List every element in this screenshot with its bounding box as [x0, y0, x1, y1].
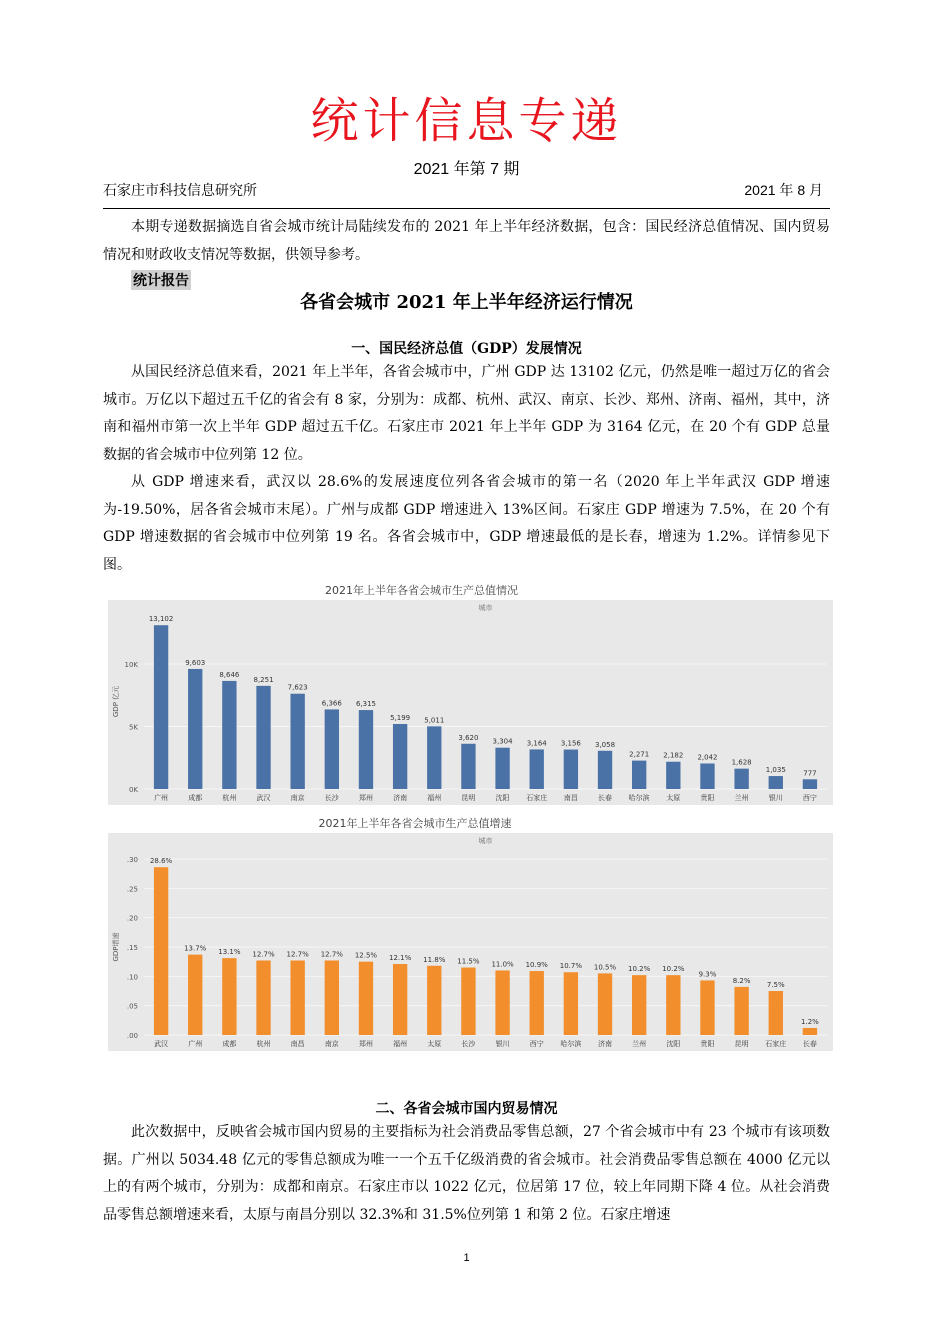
x-tick-label: 贵阳 [700, 1040, 715, 1048]
x-tick-label: 广州 [154, 794, 169, 802]
data-label: 3,620 [458, 733, 479, 742]
bar [803, 1028, 817, 1035]
data-label: 9,603 [185, 658, 206, 667]
data-label: 2,182 [663, 751, 684, 760]
bar [154, 867, 168, 1035]
x-tick-label: 南昌 [563, 794, 578, 802]
y-tick-label: .20 [126, 914, 138, 923]
gdp-growth-chart [108, 833, 833, 1051]
data-label: 7.5% [766, 981, 785, 989]
data-label: 12.7% [252, 950, 275, 959]
bar [803, 779, 817, 789]
x-tick-label: 长春 [802, 1040, 817, 1048]
x-tick-label: 郑州 [358, 794, 373, 802]
data-label: 1.2% [801, 1017, 819, 1026]
bar [291, 960, 305, 1035]
bar [393, 964, 407, 1035]
bar [564, 750, 578, 789]
x-tick-label: 银川 [768, 794, 783, 802]
x-tick-label: 长沙 [324, 794, 339, 802]
x-tick-label: 长春 [598, 794, 613, 802]
data-label: 11.5% [457, 957, 480, 966]
bar [734, 987, 748, 1035]
x-tick-label: 福州 [393, 1040, 408, 1048]
y-axis-label: GDP 亿元 [112, 685, 120, 718]
data-label: 12.7% [320, 950, 343, 959]
x-tick-label: 哈尔滨 [628, 794, 650, 802]
x-tick-label: 兰州 [632, 1040, 647, 1048]
data-label: 13.7% [184, 944, 207, 953]
data-label: 1,628 [731, 758, 752, 767]
x-tick-label: 太原 [427, 1040, 442, 1048]
bar [632, 761, 646, 789]
data-label: 11.8% [423, 955, 446, 964]
y-tick-label: .15 [126, 944, 138, 952]
issue-number: 2021 年第 7 期 [413, 161, 520, 178]
section1-paragraph-1: 从国民经济总值来看，2021 年上半年，各省会城市中，广州 GDP 达 13102 亿元，仍然是唯一超过万亿的省会城市。万亿以下超过五千亿的省会有 8 家，分别为：成都、杭州、武汉、南京、长沙、郑州、济南、福州，其中，济南和福州市第一次上半年 GDP 超过五千亿。石家庄市 2021 年上半年 GDP 为 3164 亿元，在 20 个有 GDP 总量数据的省会城市中位列第 12 位。 [103, 364, 830, 463]
x-tick-label: 济南 [393, 794, 408, 802]
bar [461, 744, 475, 789]
x-tick-label: 石家庄 [526, 794, 548, 802]
bar [188, 955, 202, 1035]
gdp-chart [108, 600, 833, 805]
data-label: 10.2% [662, 965, 685, 974]
bar [325, 709, 339, 789]
x-tick-label: 西宁 [529, 1040, 544, 1048]
data-label: 13,102 [148, 615, 174, 624]
y-tick-label: 5K [128, 723, 138, 732]
x-tick-label: 成都 [222, 1040, 237, 1048]
x-tick-label: 福州 [427, 794, 442, 802]
section2-heading: 二、各省会城市国内贸易情况 [375, 1101, 558, 1117]
y-axis-label: GDP增速 [112, 932, 120, 962]
data-label: 2,042 [697, 753, 718, 762]
chart1-title: 2021年上半年各省会城市生产总值情况 [325, 584, 518, 597]
intro-paragraph: 本期专递数据摘选自省会城市统计局陆续发布的 2021 年上半年经济数据，包含：国民经济总值情况、国内贸易情况和财政收支情况等数据，供领导参考。 [103, 219, 830, 263]
data-label: 10.9% [525, 961, 548, 970]
data-label: 13.1% [218, 948, 241, 957]
publisher-name: 石家庄市科技信息研究所 [103, 183, 257, 199]
x-tick-label: 太原 [666, 794, 681, 802]
data-label: 777 [803, 769, 817, 778]
y-tick-label: .10 [126, 973, 138, 982]
publication-title: 统计信息专递 [310, 93, 623, 149]
data-label: 7,623 [287, 683, 308, 692]
section2-paragraph-1: 此次数据中，反映省会城市国内贸易的主要指标为社会消费品零售总额，27 个省会城市中有 23 个城市有该项数据。广州以 5034.48 亿元的零售总额成为唯一一个五千亿级消费的省会城市。社会消费品零售总额在 4000 亿元以上的有两个城市，分别为：成都和南京。石家庄市以 1022 亿元，位居第 17 位，较上年同期下降 4 位。从社会消费品零售总额增速来看，太原与南昌分别以 32.3%和 31.5%位列第 1 和第 2 位。石家庄增速 [103, 1124, 830, 1223]
x-tick-label: 石家庄 [765, 1040, 787, 1048]
data-label: 10.2% [628, 965, 651, 974]
x-tick-label: 沈阳 [666, 1040, 681, 1048]
bar [769, 991, 783, 1035]
data-label: 8,251 [253, 675, 274, 684]
x-tick-label: 武汉 [256, 794, 271, 802]
y-tick-label: 10K [124, 661, 138, 669]
bar [393, 724, 407, 789]
bar [530, 749, 544, 789]
x-tick-label: 昆明 [461, 794, 476, 802]
bar [666, 762, 680, 789]
bar [359, 710, 373, 789]
bar [427, 966, 441, 1035]
x-tick-label: 昆明 [734, 1040, 749, 1048]
x-tick-label: 郑州 [358, 1040, 373, 1048]
data-label: 12.5% [354, 951, 378, 960]
data-label: 28.6% [149, 857, 173, 866]
x-tick-label: 济南 [598, 1040, 613, 1048]
x-tick-label: 成都 [188, 794, 203, 802]
data-label: 12.1% [389, 954, 412, 963]
bar [154, 625, 168, 789]
x-tick-label: 银川 [495, 1040, 510, 1048]
bar [598, 751, 612, 789]
bar [461, 968, 475, 1035]
data-label: 11.0% [491, 960, 514, 969]
x-tick-label: 武汉 [154, 1040, 169, 1048]
data-label: 8,646 [219, 670, 240, 679]
data-label: 2,271 [629, 750, 650, 759]
x-tick-label: 哈尔滨 [560, 1040, 582, 1048]
y-tick-label: .00 [126, 1032, 138, 1040]
bar [495, 970, 509, 1035]
x-tick-label: 西宁 [802, 794, 817, 802]
bar [222, 681, 236, 789]
y-tick-label: 0K [128, 786, 138, 794]
data-label: 6,366 [321, 699, 342, 708]
bar [188, 669, 202, 789]
bar [530, 971, 544, 1035]
report-title: 各省会城市 2021 年上半年经济运行情况 [300, 292, 633, 313]
data-label: 3,164 [526, 739, 547, 748]
data-label: 9.3% [698, 970, 717, 979]
data-label: 6,315 [355, 700, 376, 709]
bar [495, 748, 509, 789]
chart2-title: 2021年上半年各省会城市生产总值增速 [318, 817, 512, 830]
section1-heading: 一、国民经济总值（GDP）发展情况 [351, 341, 582, 357]
x-tick-label: 杭州 [256, 1040, 271, 1048]
bar [256, 960, 270, 1035]
y-tick-label: .30 [126, 856, 138, 864]
bar [734, 769, 748, 789]
y-tick-label: .05 [126, 1002, 138, 1011]
x-tick-label: 沈阳 [495, 794, 510, 802]
publication-date: 2021 年 8 月 [744, 182, 823, 198]
bar [769, 776, 783, 789]
bar [359, 962, 373, 1035]
data-label: 3,058 [595, 740, 616, 749]
bar [325, 960, 339, 1035]
bar [222, 958, 236, 1035]
section-label: 统计报告 [131, 270, 191, 290]
bar [700, 980, 714, 1035]
data-label: 5,199 [390, 714, 411, 723]
chart-subtitle: 城市 [478, 604, 493, 612]
bar [632, 975, 646, 1035]
data-label: 12.7% [286, 950, 309, 959]
bar [666, 975, 680, 1035]
bar [564, 972, 578, 1035]
data-label: 10.5% [593, 963, 617, 972]
data-label: 10.7% [559, 962, 582, 971]
x-tick-label: 南昌 [290, 1040, 305, 1048]
x-tick-label: 广州 [188, 1040, 203, 1048]
bar [256, 686, 270, 789]
bar [291, 694, 305, 789]
data-label: 3,304 [492, 737, 513, 746]
data-label: 3,156 [560, 739, 581, 748]
y-tick-label: .25 [126, 885, 138, 894]
data-label: 1,035 [765, 766, 786, 775]
chart-subtitle: 城市 [478, 837, 493, 845]
x-tick-label: 南京 [290, 794, 305, 802]
x-tick-label: 贵阳 [700, 794, 715, 802]
x-tick-label: 长沙 [461, 1040, 476, 1048]
page-number: 1 [463, 1252, 470, 1264]
bar [598, 973, 612, 1035]
x-tick-label: 南京 [324, 1040, 339, 1048]
data-label: 8.2% [732, 976, 751, 985]
section1-paragraph-2: 从 GDP 增速来看，武汉以 28.6%的发展速度位列各省会城市的第一名（2020 年上半年武汉 GDP 增速为-19.50%，居各省会城市末尾）。广州与成都 GDP 增速进入 13%区间。石家庄 GDP 增速为 7.5%，在 20 个有 GDP 增速数据的省会城市中位列第 19 名。各省会城市中，GDP 增速最低的是长春，增速为 1.2%。详情参见下图。 [103, 474, 830, 573]
bar [700, 763, 714, 789]
header-divider [103, 208, 830, 209]
bar [427, 726, 441, 789]
x-tick-label: 兰州 [734, 794, 749, 802]
data-label: 5,011 [424, 716, 445, 725]
x-tick-label: 杭州 [222, 794, 237, 802]
